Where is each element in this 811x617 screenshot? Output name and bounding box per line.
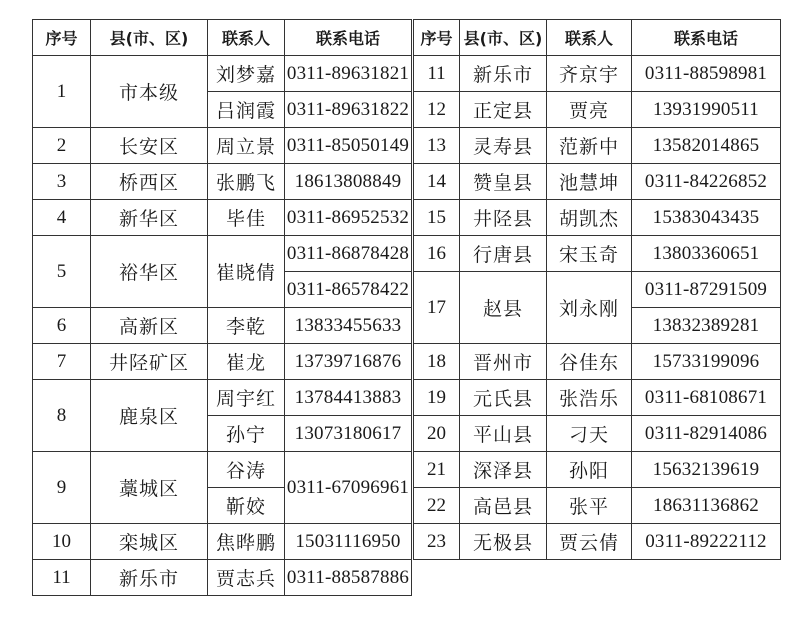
table-row: [33, 380, 412, 416]
row-seq: 21: [414, 452, 460, 488]
row-region: 新乐市: [91, 560, 208, 596]
row-region: 高新区: [91, 308, 208, 344]
row-region: 裕华区: [91, 236, 208, 308]
table-row: [33, 200, 412, 236]
row-seq: 6: [33, 308, 91, 344]
row-seq: 7: [33, 344, 91, 380]
row-region: 晋州市: [460, 344, 547, 380]
row-phone: 18613808849: [285, 164, 412, 200]
table-row: [414, 344, 781, 380]
row-region: 灵寿县: [460, 128, 547, 164]
row-region: 井陉县: [460, 200, 547, 236]
row-region: 井陉矿区: [91, 344, 208, 380]
header-row: [414, 20, 781, 56]
row-seq: 5: [33, 236, 91, 308]
row-contact: 贾亮: [547, 92, 632, 128]
table-row: [33, 524, 412, 560]
row-seq: 18: [414, 344, 460, 380]
row-region: 平山县: [460, 416, 547, 452]
table-row: [33, 308, 412, 344]
row-seq: 9: [33, 452, 91, 524]
row-region: 正定县: [460, 92, 547, 128]
row-seq: 15: [414, 200, 460, 236]
row-phone: 13582014865: [632, 128, 781, 164]
row-phone: 0311-85050149: [285, 128, 412, 164]
row-phone: 0311-82914086: [632, 416, 781, 452]
row-contact: 齐京宇: [547, 56, 632, 92]
row-contact: 毕佳: [208, 200, 285, 236]
table-row: [33, 164, 412, 200]
row-contact: 靳姣: [208, 488, 285, 524]
row-phone: 13931990511: [632, 92, 781, 128]
row-region: 赞皇县: [460, 164, 547, 200]
row-seq: 12: [414, 92, 460, 128]
row-contact: 孙宁: [208, 416, 285, 452]
row-contact: 张平: [547, 488, 632, 524]
row-seq: 8: [33, 380, 91, 452]
table-row: [414, 56, 781, 92]
row-phone: 13073180617: [285, 416, 412, 452]
row-seq: 13: [414, 128, 460, 164]
row-seq: 19: [414, 380, 460, 416]
row-contact: 范新中: [547, 128, 632, 164]
row-contact: 张鹏飞: [208, 164, 285, 200]
table-row: [414, 200, 781, 236]
row-region: 行唐县: [460, 236, 547, 272]
header-contact: 联系人: [208, 20, 285, 56]
row-contact: 宋玉奇: [547, 236, 632, 272]
row-region: 鹿泉区: [91, 380, 208, 452]
table-row: [414, 524, 781, 560]
row-region: 无极县: [460, 524, 547, 560]
row-region: 新乐市: [460, 56, 547, 92]
table-row: [414, 164, 781, 200]
row-seq: 3: [33, 164, 91, 200]
row-phone: 0311-86878428: [285, 236, 412, 272]
row-phone: 15383043435: [632, 200, 781, 236]
row-phone: 0311-89631821: [285, 56, 412, 92]
table-row: [414, 236, 781, 272]
row-seq: 17: [414, 272, 460, 344]
row-contact: 贾志兵: [208, 560, 285, 596]
row-seq: 11: [414, 56, 460, 92]
row-phone: 0311-89222112: [632, 524, 781, 560]
row-phone: 0311-87291509: [632, 272, 781, 308]
table-row: [33, 452, 412, 488]
row-contact: 贾云倩: [547, 524, 632, 560]
row-contact: 刘梦嘉: [208, 56, 285, 92]
header-seq: 序号: [33, 20, 91, 56]
row-contact: 刘永刚: [547, 272, 632, 344]
header-seq: 序号: [414, 20, 460, 56]
row-seq: 22: [414, 488, 460, 524]
row-seq: 2: [33, 128, 91, 164]
table-row: [414, 128, 781, 164]
table-row: [414, 380, 781, 416]
row-contact: 孙阳: [547, 452, 632, 488]
header-phone: 联系电话: [285, 20, 412, 56]
header-phone: 联系电话: [632, 20, 781, 56]
row-contact: 李乾: [208, 308, 285, 344]
row-phone: 0311-86952532: [285, 200, 412, 236]
row-region: 深泽县: [460, 452, 547, 488]
row-phone: 15031116950: [285, 524, 412, 560]
header-contact: 联系人: [547, 20, 632, 56]
row-contact: 张浩乐: [547, 380, 632, 416]
row-contact: 崔龙: [208, 344, 285, 380]
row-region: 赵县: [460, 272, 547, 344]
table-body-left: [33, 56, 412, 596]
table-row: [33, 236, 412, 272]
row-region: 高邑县: [460, 488, 547, 524]
contact-table-left: [32, 19, 412, 596]
row-contact: 池慧坤: [547, 164, 632, 200]
table-row: [33, 128, 412, 164]
row-seq: 20: [414, 416, 460, 452]
row-region: 元氏县: [460, 380, 547, 416]
row-region: 新华区: [91, 200, 208, 236]
row-contact: 胡凯杰: [547, 200, 632, 236]
row-region: 栾城区: [91, 524, 208, 560]
row-contact: 周立景: [208, 128, 285, 164]
row-seq: 4: [33, 200, 91, 236]
row-phone: 0311-89631822: [285, 92, 412, 128]
row-phone: 0311-88598981: [632, 56, 781, 92]
table-row: [414, 416, 781, 452]
table-row: [33, 56, 412, 92]
row-seq: 11: [33, 560, 91, 596]
table-body-right: [414, 56, 781, 560]
row-phone: 13784413883: [285, 380, 412, 416]
row-phone: 0311-86578422: [285, 272, 412, 308]
row-contact: 谷涛: [208, 452, 285, 488]
table-row: [33, 560, 412, 596]
row-seq: 23: [414, 524, 460, 560]
row-phone: 0311-88587886: [285, 560, 412, 596]
row-region: 市本级: [91, 56, 208, 128]
row-phone: 15733199096: [632, 344, 781, 380]
row-phone: 13803360651: [632, 236, 781, 272]
row-contact: 崔晓倩: [208, 236, 285, 308]
contact-table-right: [413, 19, 781, 560]
header-row: [33, 20, 412, 56]
table-row: [414, 272, 781, 308]
row-contact: 谷佳东: [547, 344, 632, 380]
row-contact: 焦晔鹏: [208, 524, 285, 560]
row-contact: 刁天: [547, 416, 632, 452]
row-seq: 10: [33, 524, 91, 560]
row-seq: 16: [414, 236, 460, 272]
row-phone: 0311-67096961: [285, 452, 412, 524]
table-row: [414, 488, 781, 524]
row-seq: 14: [414, 164, 460, 200]
row-phone: 0311-68108671: [632, 380, 781, 416]
row-contact: 吕润霞: [208, 92, 285, 128]
row-phone: 18631136862: [632, 488, 781, 524]
header-region: 县(市、区): [91, 20, 208, 56]
header-region: 县(市、区): [460, 20, 547, 56]
row-seq: 1: [33, 56, 91, 128]
table-row: [414, 92, 781, 128]
row-phone: 13739716876: [285, 344, 412, 380]
row-contact: 周宇红: [208, 380, 285, 416]
row-phone: 15632139619: [632, 452, 781, 488]
row-region: 长安区: [91, 128, 208, 164]
row-region: 藁城区: [91, 452, 208, 524]
row-phone: 13833455633: [285, 308, 412, 344]
row-phone: 13832389281: [632, 308, 781, 344]
row-region: 桥西区: [91, 164, 208, 200]
table-row: [33, 344, 412, 380]
table-row: [414, 452, 781, 488]
row-phone: 0311-84226852: [632, 164, 781, 200]
